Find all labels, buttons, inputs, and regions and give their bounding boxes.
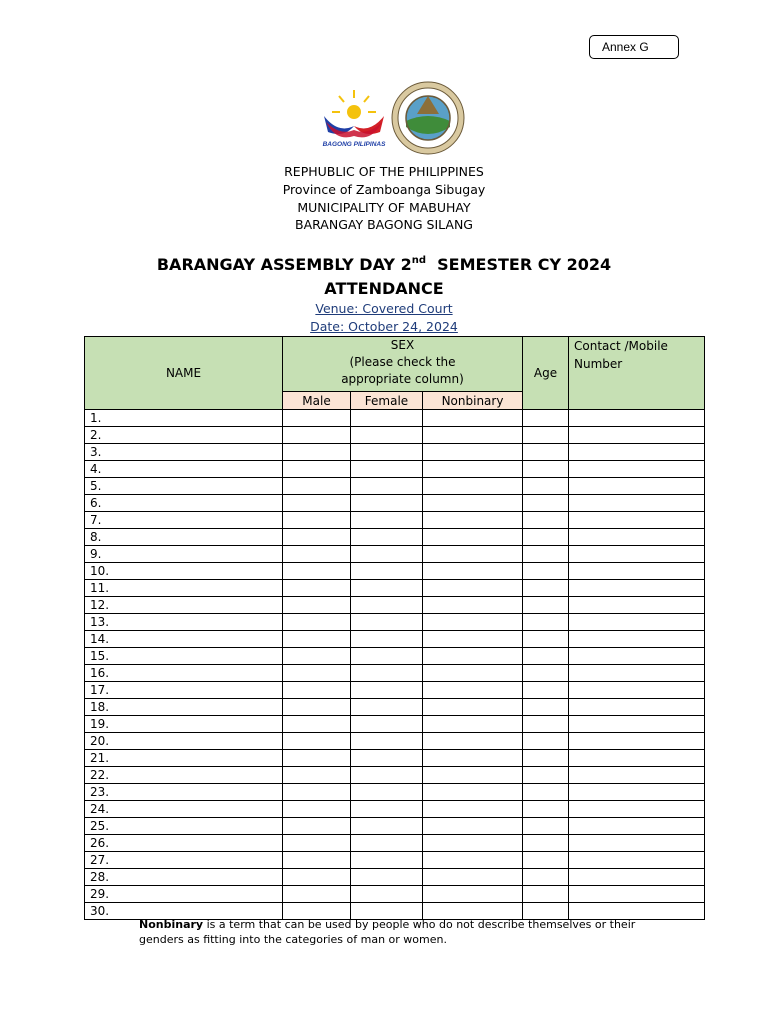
contact-cell[interactable] [569, 529, 705, 546]
age-cell[interactable] [523, 869, 569, 886]
table-row [85, 682, 705, 699]
row-number: 12. [85, 597, 283, 614]
age-cell[interactable] [523, 597, 569, 614]
age-cell[interactable] [523, 546, 569, 563]
male-cell[interactable] [283, 750, 351, 767]
male-cell[interactable] [283, 835, 351, 852]
table-row [85, 733, 705, 750]
sex-header-line2: (Please check the [349, 355, 456, 369]
female-cell[interactable] [351, 852, 423, 869]
nonbinary-cell[interactable] [423, 665, 523, 682]
age-cell[interactable] [523, 699, 569, 716]
row-number: 30. [85, 903, 283, 920]
contact-cell[interactable] [569, 835, 705, 852]
table-row [85, 886, 705, 903]
nonbinary-cell[interactable] [423, 529, 523, 546]
age-cell[interactable] [523, 444, 569, 461]
venue-text: Venue: Covered Court [315, 301, 453, 316]
nonbinary-cell[interactable] [423, 546, 523, 563]
table-row [85, 835, 705, 852]
sex-header-line1: SEX [390, 338, 415, 352]
male-cell[interactable] [283, 444, 351, 461]
female-cell[interactable] [351, 563, 423, 580]
row-number: 18. [85, 699, 283, 716]
nonbinary-cell[interactable] [423, 495, 523, 512]
female-cell[interactable] [351, 767, 423, 784]
table-row [85, 563, 705, 580]
nonbinary-cell[interactable] [423, 750, 523, 767]
table-row [85, 597, 705, 614]
table-row [85, 444, 705, 461]
female-cell[interactable] [351, 665, 423, 682]
nonbinary-cell[interactable] [423, 580, 523, 597]
male-cell[interactable] [283, 427, 351, 444]
row-number: 4. [85, 461, 283, 478]
row-number: 21. [85, 750, 283, 767]
row-number: 2. [85, 427, 283, 444]
row-number: 19. [85, 716, 283, 733]
table-row [85, 546, 705, 563]
name-column-header: NAME [85, 337, 283, 410]
table-row [85, 648, 705, 665]
nonbinary-cell[interactable] [423, 648, 523, 665]
table-row [85, 580, 705, 597]
nonbinary-cell[interactable] [423, 614, 523, 631]
age-cell[interactable] [523, 478, 569, 495]
male-cell[interactable] [283, 461, 351, 478]
female-cell[interactable] [351, 648, 423, 665]
female-cell[interactable] [351, 835, 423, 852]
male-cell[interactable] [283, 716, 351, 733]
male-cell[interactable] [283, 410, 351, 427]
document-title [0, 253, 768, 277]
nonbinary-cell[interactable] [423, 852, 523, 869]
title-semester: SEMESTER CY 2024 [426, 255, 612, 274]
female-cell[interactable] [351, 886, 423, 903]
header-barangay: BARANGAY BAGONG SILANG [295, 217, 473, 232]
table-row [85, 512, 705, 529]
male-cell[interactable] [283, 614, 351, 631]
row-number: 22. [85, 767, 283, 784]
row-number: 27. [85, 852, 283, 869]
nonbinary-cell[interactable] [423, 444, 523, 461]
contact-cell[interactable] [569, 852, 705, 869]
age-cell[interactable] [523, 716, 569, 733]
female-cell[interactable] [351, 495, 423, 512]
row-number: 7. [85, 512, 283, 529]
female-cell[interactable] [351, 614, 423, 631]
row-number: 26. [85, 835, 283, 852]
age-cell[interactable] [523, 427, 569, 444]
contact-cell[interactable] [569, 478, 705, 495]
table-row [85, 495, 705, 512]
age-cell[interactable] [523, 784, 569, 801]
nonbinary-cell[interactable] [423, 563, 523, 580]
female-cell[interactable] [351, 512, 423, 529]
age-cell[interactable] [523, 614, 569, 631]
nonbinary-cell[interactable] [423, 631, 523, 648]
age-cell[interactable] [523, 750, 569, 767]
male-cell[interactable] [283, 699, 351, 716]
male-cell[interactable] [283, 767, 351, 784]
female-cell[interactable] [351, 869, 423, 886]
female-cell[interactable] [351, 478, 423, 495]
age-cell[interactable] [523, 410, 569, 427]
contact-cell[interactable] [569, 410, 705, 427]
age-cell[interactable] [523, 801, 569, 818]
row-number: 9. [85, 546, 283, 563]
male-cell[interactable] [283, 648, 351, 665]
age-cell[interactable] [523, 767, 569, 784]
female-cell[interactable] [351, 716, 423, 733]
male-cell[interactable] [283, 478, 351, 495]
male-cell[interactable] [283, 529, 351, 546]
contact-cell[interactable] [569, 869, 705, 886]
table-row [85, 818, 705, 835]
contact-cell[interactable] [569, 767, 705, 784]
nonbinary-cell[interactable] [423, 818, 523, 835]
row-number: 17. [85, 682, 283, 699]
age-cell[interactable] [523, 512, 569, 529]
male-cell[interactable] [283, 682, 351, 699]
female-cell[interactable] [351, 682, 423, 699]
nonbinary-footnote [139, 917, 679, 947]
age-cell[interactable] [523, 835, 569, 852]
male-cell[interactable] [283, 580, 351, 597]
svg-text:BAGONG PILIPINAS: BAGONG PILIPINAS [322, 141, 386, 148]
contact-cell[interactable] [569, 801, 705, 818]
male-cell[interactable] [283, 818, 351, 835]
row-number: 28. [85, 869, 283, 886]
contact-cell[interactable] [569, 716, 705, 733]
table-row [85, 461, 705, 478]
footnote-term: Nonbinary [139, 918, 204, 931]
male-cell[interactable] [283, 733, 351, 750]
female-cell[interactable] [351, 631, 423, 648]
row-number: 13. [85, 614, 283, 631]
table-row [85, 631, 705, 648]
male-cell[interactable] [283, 852, 351, 869]
contact-cell[interactable] [569, 597, 705, 614]
row-number: 10. [85, 563, 283, 580]
annex-label: Annex G [589, 35, 679, 59]
nonbinary-cell[interactable] [423, 478, 523, 495]
age-cell[interactable] [523, 682, 569, 699]
male-cell[interactable] [283, 597, 351, 614]
contact-cell[interactable] [569, 461, 705, 478]
contact-cell[interactable] [569, 631, 705, 648]
age-cell[interactable] [523, 461, 569, 478]
row-number: 15. [85, 648, 283, 665]
row-number: 20. [85, 733, 283, 750]
female-cell[interactable] [351, 733, 423, 750]
row-number: 25. [85, 818, 283, 835]
contact-cell[interactable] [569, 818, 705, 835]
nonbinary-column-header: Nonbinary [423, 392, 523, 410]
nonbinary-cell[interactable] [423, 784, 523, 801]
contact-cell[interactable] [569, 614, 705, 631]
age-cell[interactable] [523, 665, 569, 682]
male-cell[interactable] [283, 563, 351, 580]
female-cell[interactable] [351, 529, 423, 546]
contact-cell[interactable] [569, 495, 705, 512]
header-republic: REPHUBLIC OF THE PHILIPPINES [284, 164, 484, 179]
contact-cell[interactable] [569, 699, 705, 716]
title-main: BARANGAY ASSEMBLY DAY 2 [156, 255, 412, 274]
male-cell[interactable] [283, 512, 351, 529]
table-row [85, 750, 705, 767]
male-cell[interactable] [283, 784, 351, 801]
age-cell[interactable] [523, 648, 569, 665]
female-cell[interactable] [351, 546, 423, 563]
contact-cell[interactable] [569, 750, 705, 767]
male-cell[interactable] [283, 801, 351, 818]
header-municipality: MUNICIPALITY OF MABUHAY [297, 200, 471, 215]
male-cell[interactable] [283, 546, 351, 563]
female-cell[interactable] [351, 427, 423, 444]
nonbinary-cell[interactable] [423, 410, 523, 427]
contact-cell[interactable] [569, 563, 705, 580]
male-cell[interactable] [283, 631, 351, 648]
table-row [85, 665, 705, 682]
nonbinary-cell[interactable] [423, 682, 523, 699]
nonbinary-cell[interactable] [423, 886, 523, 903]
female-cell[interactable] [351, 699, 423, 716]
table-row [85, 784, 705, 801]
contact-cell[interactable] [569, 444, 705, 461]
female-cell[interactable] [351, 784, 423, 801]
nonbinary-cell[interactable] [423, 699, 523, 716]
contact-cell[interactable] [569, 886, 705, 903]
nonbinary-cell[interactable] [423, 767, 523, 784]
table-row [85, 410, 705, 427]
date-text: Date: October 24, 2024 [310, 319, 458, 334]
barangay-seal-logo [391, 81, 465, 155]
table-row [85, 478, 705, 495]
nonbinary-cell[interactable] [423, 733, 523, 750]
sex-column-header [283, 337, 523, 392]
age-cell[interactable] [523, 580, 569, 597]
male-cell[interactable] [283, 869, 351, 886]
row-number: 5. [85, 478, 283, 495]
contact-header-line2: Number [574, 357, 623, 371]
age-cell[interactable] [523, 631, 569, 648]
table-row [85, 529, 705, 546]
row-number: 6. [85, 495, 283, 512]
age-cell[interactable] [523, 529, 569, 546]
table-row [85, 852, 705, 869]
row-number: 24. [85, 801, 283, 818]
table-row [85, 427, 705, 444]
male-cell[interactable] [283, 495, 351, 512]
bagong-pilipinas-logo [318, 86, 390, 148]
footnote-text: is a term that can be used by people who do not describe themselves or their genders as fitting into the categories of man or women. [139, 918, 636, 946]
age-column-header: Age [523, 337, 569, 410]
male-column-header: Male [283, 392, 351, 410]
table-row [85, 614, 705, 631]
nonbinary-cell[interactable] [423, 835, 523, 852]
row-number: 1. [85, 410, 283, 427]
contact-cell[interactable] [569, 512, 705, 529]
contact-cell[interactable] [569, 784, 705, 801]
female-cell[interactable] [351, 750, 423, 767]
female-cell[interactable] [351, 597, 423, 614]
row-number: 29. [85, 886, 283, 903]
female-cell[interactable] [351, 580, 423, 597]
female-cell[interactable] [351, 801, 423, 818]
contact-cell[interactable] [569, 682, 705, 699]
table-row [85, 801, 705, 818]
row-number: 16. [85, 665, 283, 682]
contact-cell[interactable] [569, 648, 705, 665]
female-cell[interactable] [351, 818, 423, 835]
row-number: 3. [85, 444, 283, 461]
nonbinary-cell[interactable] [423, 427, 523, 444]
nonbinary-cell[interactable] [423, 597, 523, 614]
male-cell[interactable] [283, 665, 351, 682]
row-number: 8. [85, 529, 283, 546]
table-row [85, 767, 705, 784]
title-superscript: nd [411, 255, 426, 266]
age-cell[interactable] [523, 818, 569, 835]
attendance-table [84, 336, 705, 920]
age-cell[interactable] [523, 733, 569, 750]
nonbinary-cell[interactable] [423, 512, 523, 529]
female-cell[interactable] [351, 444, 423, 461]
age-cell[interactable] [523, 495, 569, 512]
table-row [85, 716, 705, 733]
contact-cell[interactable] [569, 546, 705, 563]
contact-cell[interactable] [569, 733, 705, 750]
header-province: Province of Zamboanga Sibugay [282, 182, 486, 197]
contact-cell[interactable] [569, 580, 705, 597]
male-cell[interactable] [283, 886, 351, 903]
female-cell[interactable] [351, 410, 423, 427]
nonbinary-cell[interactable] [423, 716, 523, 733]
title-attendance: ATTENDANCE [324, 279, 444, 298]
contact-column-header [569, 337, 705, 410]
female-column-header: Female [351, 392, 423, 410]
age-cell[interactable] [523, 563, 569, 580]
contact-header-line1: Contact /Mobile [574, 339, 668, 353]
row-number: 11. [85, 580, 283, 597]
table-row [85, 699, 705, 716]
sex-header-line3: appropriate column) [341, 372, 464, 386]
table-row [85, 869, 705, 886]
row-number: 23. [85, 784, 283, 801]
row-number: 14. [85, 631, 283, 648]
age-cell[interactable] [523, 852, 569, 869]
age-cell[interactable] [523, 886, 569, 903]
nonbinary-cell[interactable] [423, 461, 523, 478]
nonbinary-cell[interactable] [423, 869, 523, 886]
nonbinary-cell[interactable] [423, 801, 523, 818]
contact-cell[interactable] [569, 665, 705, 682]
female-cell[interactable] [351, 461, 423, 478]
contact-cell[interactable] [569, 427, 705, 444]
